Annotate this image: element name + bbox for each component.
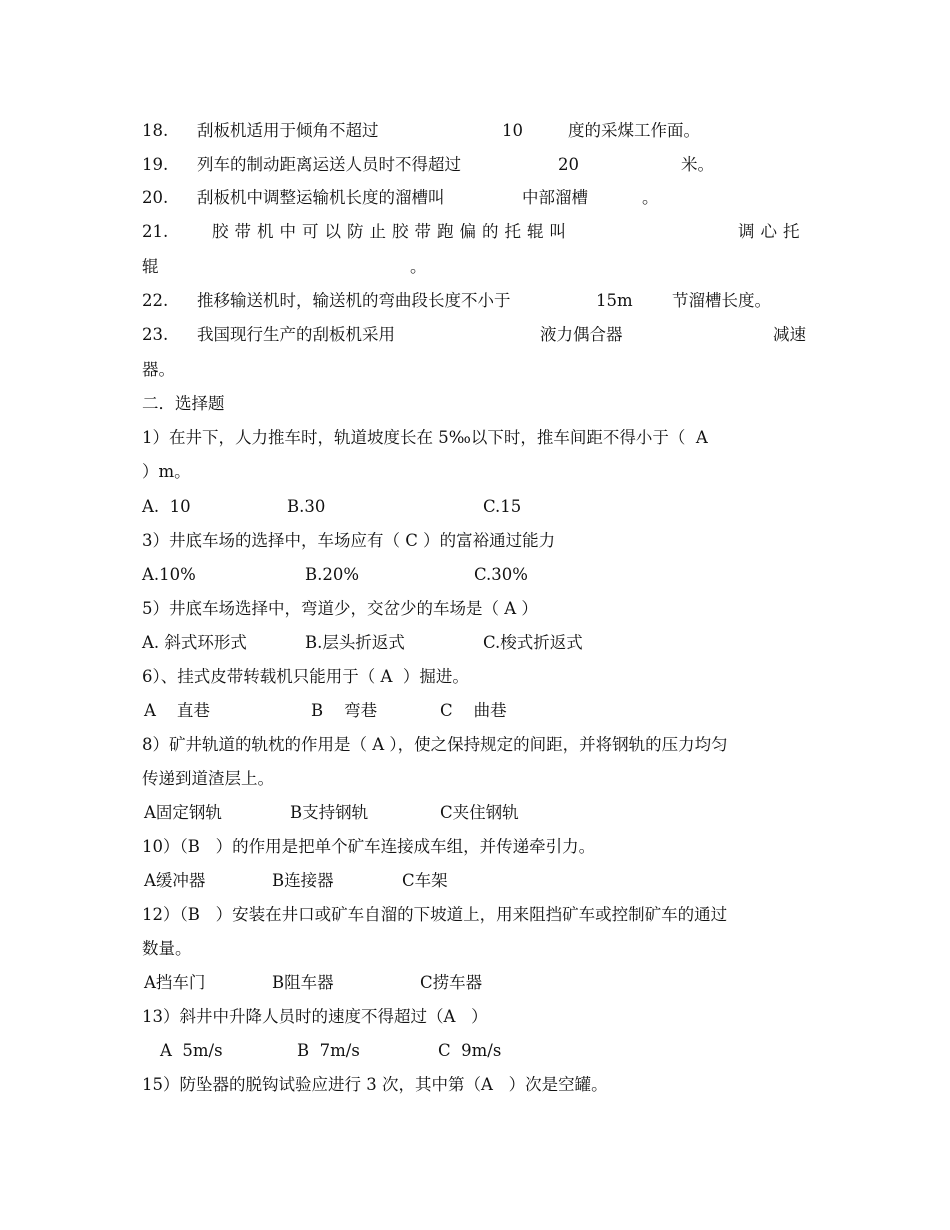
question-tail: 度的采煤工作面。: [568, 121, 700, 140]
question-number: 21.: [142, 222, 169, 241]
answer-part-2: 辊: [142, 257, 159, 276]
question-number: 23.: [142, 325, 169, 344]
option-a: A固定钢轨: [144, 803, 222, 822]
option-a: A 5m/s: [160, 1041, 223, 1060]
question-line: 8）矿井轨道的轨枕的作用是（ A ），使之保持规定的间距，并将钢轨的压力均匀: [142, 735, 728, 754]
option-b: B支持钢轨: [290, 803, 369, 822]
option-c: C.30%: [474, 565, 528, 584]
question-tail-part-1: 减速: [773, 325, 806, 344]
question-text: 我国现行生产的刮板机采用: [197, 325, 395, 344]
answer: 液力偶合器: [540, 325, 623, 344]
answer: 10: [502, 121, 523, 140]
answer: 中部溜槽: [522, 188, 588, 207]
question-number: 18.: [142, 121, 169, 140]
option-b: B 弯巷: [311, 701, 378, 720]
question-text: 刮板机适用于倾角不超过: [197, 121, 379, 140]
question-line: 5）井底车场选择中，弯道少，交岔少的车场是（ A ）: [142, 599, 538, 618]
question-tail: 节溜槽长度。: [672, 291, 771, 310]
question-line: 6）、挂式皮带转载机只能用于（ A ）掘进。: [142, 667, 469, 686]
option-c: C.梭式折返式: [483, 633, 583, 652]
question-line: 1）在井下，人力推车时，轨道坡度长在 5‰以下时，推车间距不得小于（ A: [142, 428, 708, 447]
question-text: 推移输送机时，输送机的弯曲段长度不小于: [197, 291, 511, 310]
question-line: 传递到道渣层上。: [142, 769, 274, 788]
answer: 15m: [596, 291, 633, 310]
question-line: 10）（B ）的作用是把单个矿车连接成车组，并传递牵引力。: [142, 837, 596, 856]
option-c: C 9m/s: [438, 1041, 502, 1060]
question-line: ）m。: [142, 462, 191, 481]
option-a: A 直巷: [144, 701, 210, 720]
question-text: 胶带机中可以防止胶带跑偏的托辊叫: [212, 222, 572, 241]
question-number: 22.: [142, 291, 169, 310]
option-c: C 曲巷: [440, 701, 507, 720]
question-tail: 。: [410, 257, 427, 276]
option-b: B连接器: [272, 871, 334, 890]
option-c: C车架: [402, 871, 448, 890]
option-a: A. 斜式环形式: [142, 633, 247, 652]
option-b: B.30: [287, 497, 326, 516]
question-line: 数量。: [142, 939, 192, 958]
option-a: A挡车门: [144, 973, 206, 992]
question-tail: 米。: [681, 155, 714, 174]
answer-part-1: 调心托: [738, 222, 806, 241]
option-c: C.15: [483, 497, 522, 516]
option-a: A. 10: [142, 497, 191, 516]
section-title: 二．选择题: [142, 394, 225, 413]
answer: 20: [558, 155, 579, 174]
option-b: B阻车器: [272, 973, 334, 992]
question-tail: 。: [642, 188, 659, 207]
option-a: A缓冲器: [144, 871, 206, 890]
option-b: B 7m/s: [297, 1041, 360, 1060]
question-line: 3）井底车场的选择中，车场应有（ C ）的富裕通过能力: [142, 531, 556, 550]
question-text: 刮板机中调整运输机长度的溜槽叫: [197, 188, 445, 207]
question-line: 12）（B ）安装在井口或矿车自溜的下坡道上，用来阻挡矿车或控制矿车的通过: [142, 905, 728, 924]
option-b: B.20%: [305, 565, 360, 584]
question-number: 20.: [142, 188, 169, 207]
question-line: 15）防坠器的脱钩试验应进行 3 次，其中第（A ）次是空罐。: [142, 1075, 608, 1094]
option-c: C捞车器: [420, 973, 483, 992]
option-b: B.层头折返式: [305, 633, 405, 652]
question-tail-part-2: 器。: [142, 360, 175, 379]
question-number: 19.: [142, 155, 169, 174]
option-a: A.10%: [142, 565, 196, 584]
question-line: 13）斜井中升降人员时的速度不得超过（A ）: [142, 1007, 488, 1026]
option-c: C夹住钢轨: [440, 803, 519, 822]
question-text: 列车的制动距离运送人员时不得超过: [197, 155, 461, 174]
